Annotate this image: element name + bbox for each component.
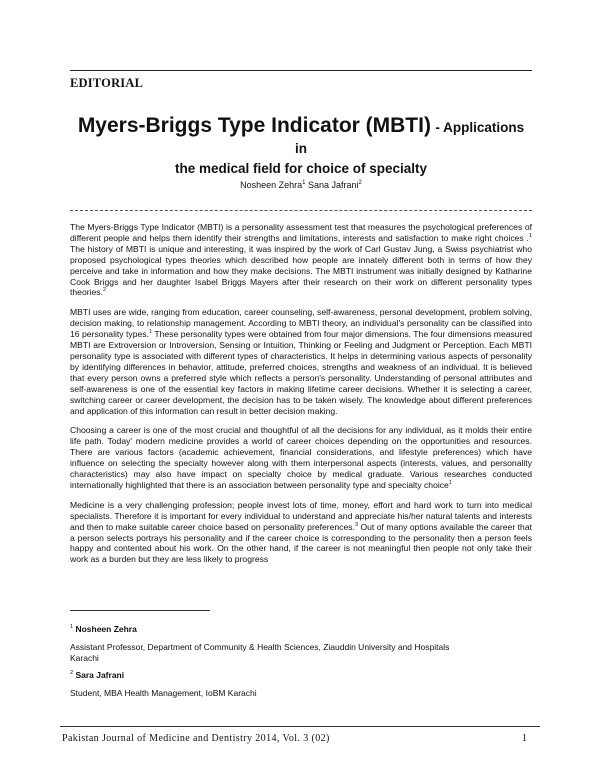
footnote-rule [70, 610, 210, 611]
footnote-2-mark: 2 [70, 670, 74, 676]
footnote-1-affiliation: Assistant Professor, Department of Community & Health Sciences, Ziauddin University and Hospitals [70, 642, 450, 652]
paragraph-2-text-b: These personality types were obtained from four major dimensions. The four dimensions measured MBTI are Extroversion or Introversion, Sensing or Intuition, Thinking or Feeling and Judgment or Perception. Each MBTI personality type is associated with different types of characteristics. It helps in determining various aspects of personality by identifying differences in behavior, attitude, preferred choices, strengths and weakness of an individual. It is believed that every person owns a preferred style which reflects a person's personality. Understanding of personal attributes and self-awareness is one of the essential key factors in making lifetime career decisions. Whether it is selecting a career, switching career or career development, the decision has to be taken wisely. The knowledge about different preferences and application of this information can result in better decision making. [70, 329, 533, 416]
title-main: Myers-Briggs Type Indicator (MBTI) [77, 114, 431, 137]
article-body [70, 222, 532, 574]
paragraph-4-text-b: Out of many options available the career that a person selects portrays his personality and if the career choice is corresponding to the personality then a person feels happy and contented about his work. On the other hand, if the career is not meaningful then people not only take their work as a burden but they are less likely to progress [70, 521, 532, 565]
author-2-mark: 2 [358, 180, 362, 186]
paragraph-4-text-a: Medicine is a very challenging profession; people invest lots of time, money, effort and hard work to turn into medical specialists. Therefore it is important for every individual to understand and appreciate his/her natural talents and interests and then to make suitable career choice based on personality preferences. [70, 499, 532, 532]
footnote-2-heading [70, 668, 530, 681]
paragraph-1-text-a: The Myers-Briggs Type Indicator (MBTI) is a personality assessment test that measures the psychological preferences of different people and helps them identify their strengths and limitations, interests and satisfaction to make right choices . [70, 222, 532, 243]
page-number: 1 [522, 733, 527, 744]
author-2: Sana Jafrani [308, 180, 359, 190]
footnote-2-affiliation: Student, MBA Health Management, IoBM Karachi [70, 688, 257, 698]
section-label: EDITORIAL [70, 76, 144, 90]
paragraph-4 [70, 500, 532, 565]
footnote-1-heading [70, 622, 530, 635]
article-title [70, 113, 532, 178]
dashed-separator [70, 210, 532, 211]
title-sub: - Applications in [295, 120, 525, 157]
header-rule [70, 70, 532, 71]
paragraph-2 [70, 307, 532, 416]
citation-ref: 3 [354, 521, 359, 528]
author-1-mark: 1 [302, 180, 306, 186]
paragraph-2-text-a: MBTI uses are wide, ranging from education, career counseling, self-awareness, personal development, problem solving, decision making, to relationship management. According to MBTI theory, an individual's personality can be classified into 16 personality types. [70, 307, 532, 340]
paragraph-1-text-b: The history of MBTI is unique and interesting, it was inspired by the work of Carl Gustav Jung, a Swiss psychiatrist who proposed psychological types theories which described how people are innately different both in terms of how they perceive and take in information and how they make decisions. The MBTI instrument was initially designed by Katharine Cook Briggs and her daughter Isabel Briggs Mayers after their research on their work on different personality types theories. [70, 243, 532, 298]
journal-citation: Pakistan Journal of Medicine and Dentistry 2014, Vol. 3 (02) [62, 733, 330, 744]
citation-ref: 2 [102, 287, 107, 294]
paragraph-3 [70, 425, 532, 490]
footnote-2-name: Sara Jafrani [75, 669, 125, 680]
author-1: Nosheen Zehra [240, 180, 303, 190]
footnote-1-name: Nosheen Zehra [75, 623, 137, 634]
citation-ref: 1 [148, 329, 153, 336]
title-line2: the medical field for choice of specialty [174, 161, 428, 177]
footer-rule [60, 726, 540, 727]
citation-ref: 1 [448, 480, 452, 487]
citation-ref: 1 [528, 233, 532, 240]
author-line [70, 180, 532, 190]
paragraph-3-text-a: Choosing a career is one of the most crucial and thoughtful of all the decisions for any individual, as it molds their entire life path. Today' modern medicine provides a world of career choices depending on the opportunities and resources. There are various factors (academic achievement, financial considerations, and lifestyle preferences) which have influence on selecting the specialty however along with them interpersonal aspects (interests, values, and personality characteristics) may also have impact on specialty choice by medical graduate. Various researches conducted internationally highlighted that there is an association between personality type and specialty choice [70, 425, 532, 490]
footnote-1-mark: 1 [70, 624, 74, 630]
paragraph-1 [70, 222, 532, 298]
footnote-1-city: Karachi [70, 653, 99, 663]
